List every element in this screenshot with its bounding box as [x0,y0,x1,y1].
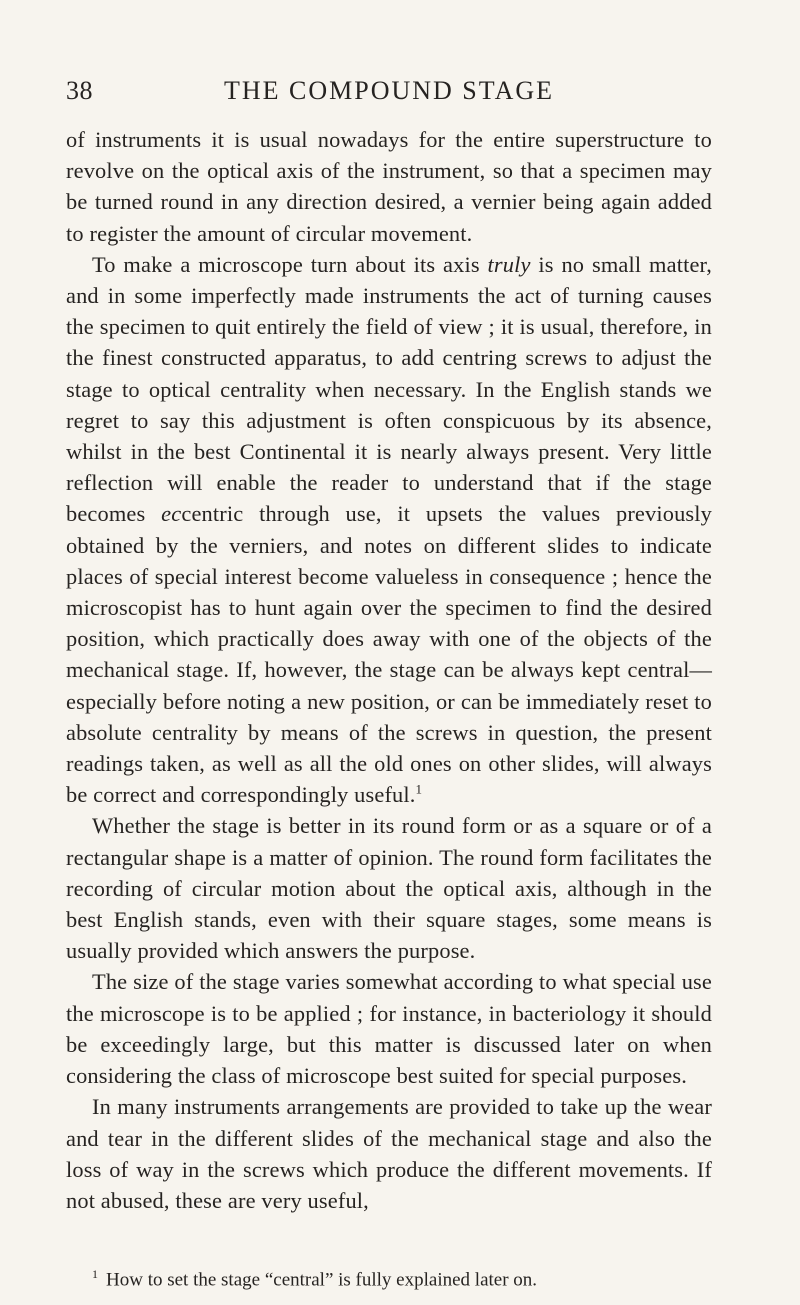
paragraph-stage-shape: Whether the stage is better in its round form or as a square or of a rectangular shape is a matter of opinion. The round form facilitates the recording of circular motion about the optical axis, although in the best English stands, even with their square stages, some means is usually provided which answers the purpose. [66,813,712,964]
page-header [66,76,712,112]
emphasis-truly: truly [487,251,531,277]
body-text [66,124,712,1216]
axis-text-start: To make a microscope turn about its axis [92,251,480,277]
running-title: THE COMPOUND STAGE [223,76,555,105]
axis-text-middle: is no small matter, and in some imperfectly made instruments the act of turning causes the specimen to quit entirely the field of view ; it is usual, therefore, in the finest constructed apparatus, to add centring screws to adjust the stage to optical centrality when necessary. In the English stands we regret to say this adjustment is often conspicuous by its absence, whilst in the best Continental it is nearly always present. Very little reflection will enable the reader to understand that if the stage becomes [66,251,713,527]
paragraph-axis-turning [66,249,712,811]
paragraph-stage-size: The size of the stage varies somewhat according to what special use the microscope is to be applied ; for instance, in bacteriology it should be exceedingly large, but this matter is discussed later on when considering the class of microscope best suited for special purposes. [66,969,712,1089]
footnote-reference: 1 [415,781,423,797]
paragraph-continuation: of instruments it is usual nowadays for the entire superstructure to revolve on the optical axis of the instrument, so that a specimen may be turned round in any direction desired, a vernier being again added to register the amount of circular movement. [66,127,712,246]
footnote [92,1262,712,1292]
emphasis-ec: ec [161,501,182,527]
footnote-text: How to set the stage “central” is fully explained later on. [106,1269,538,1291]
page-number: 38 [66,76,93,105]
paragraph-wear-and-tear: In many instruments arrangements are provided to take up the wear and tear in the different slides of the mechanical stage and also the loss of way in the screws which produce the different movements. If not abused, these are very useful, [66,1094,712,1213]
footnote-mark: 1 [92,1267,98,1281]
axis-text-end: centric through use, it upsets the values previously obtained by the verniers, and notes on different slides to indicate places of special interest become valueless in consequence ; hence the microscopist has to hunt again over the specimen to find the desired position, which practically does away with one of the objects of the mechanical stage. If, however, the stage can be always kept central—especially before noting a new position, or can be immediately reset to absolute centrality by means of the screws in question, the present readings taken, as well as all the old ones on other slides, will always be correct and correspondingly useful. [66,501,712,808]
